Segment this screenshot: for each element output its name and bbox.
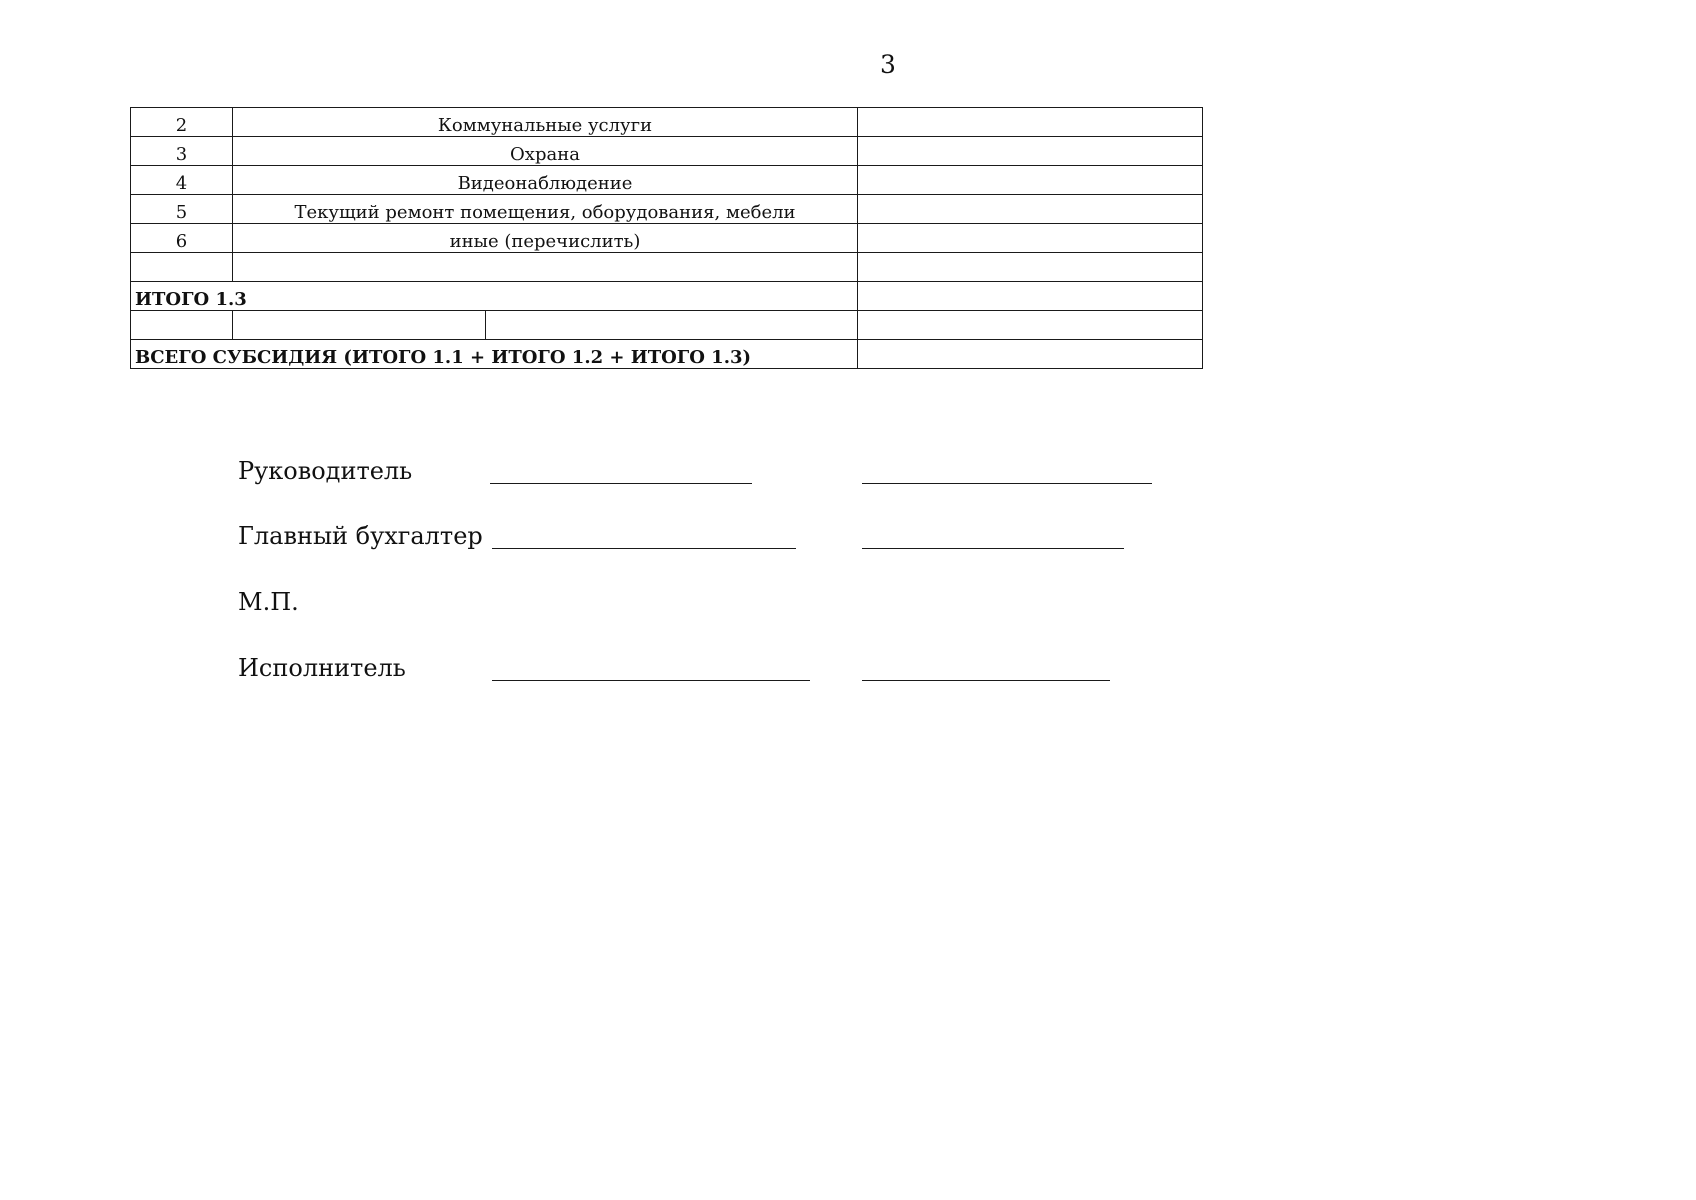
amount-cell[interactable] [858, 108, 1203, 137]
row-number: 6 [131, 224, 233, 253]
amount-cell[interactable] [858, 137, 1203, 166]
empty-cell[interactable] [486, 311, 858, 340]
page-number: 3 [880, 50, 896, 79]
table-row [131, 195, 1203, 224]
grand-total-label: ВСЕГО СУБСИДИЯ (ИТОГО 1.1 + ИТОГО 1.2 + ИТОГО 1.3) [131, 340, 858, 369]
expense-item-name: иные (перечислить) [233, 224, 858, 253]
head-signature-line[interactable] [490, 483, 752, 484]
stamp-row [0, 587, 1696, 627]
head-signature-row [0, 456, 1696, 496]
chief-accountant-label: Главный бухгалтер [238, 522, 483, 550]
stamp-label: М.П. [238, 588, 299, 616]
row-number[interactable] [131, 253, 233, 282]
amount-cell[interactable] [858, 253, 1203, 282]
subsidy-table [130, 107, 1203, 369]
chief-accountant-signature-row [0, 521, 1696, 561]
executor-name-line[interactable] [862, 680, 1110, 681]
expense-item-name: Коммунальные услуги [233, 108, 858, 137]
empty-cell[interactable] [131, 311, 233, 340]
row-number: 3 [131, 137, 233, 166]
empty-cell[interactable] [233, 311, 486, 340]
chief-accountant-signature-line[interactable] [492, 548, 796, 549]
row-number: 5 [131, 195, 233, 224]
table-row-empty [131, 253, 1203, 282]
amount-cell[interactable] [858, 195, 1203, 224]
total-1-3-label: ИТОГО 1.3 [131, 282, 858, 311]
head-label: Руководитель [238, 457, 413, 485]
amount-cell[interactable] [858, 166, 1203, 195]
total-1-3-row [131, 282, 1203, 311]
expense-item-name[interactable] [233, 253, 858, 282]
row-number: 4 [131, 166, 233, 195]
grand-total-row [131, 340, 1203, 369]
executor-signature-row [0, 653, 1696, 693]
table-row [131, 224, 1203, 253]
row-number: 2 [131, 108, 233, 137]
table-row-empty [131, 311, 1203, 340]
executor-signature-line[interactable] [492, 680, 810, 681]
amount-cell[interactable] [858, 224, 1203, 253]
table-row [131, 166, 1203, 195]
executor-label: Исполнитель [238, 654, 406, 682]
table-row [131, 137, 1203, 166]
expense-item-name: Текущий ремонт помещения, оборудования, мебели [233, 195, 858, 224]
head-name-line[interactable] [862, 483, 1152, 484]
empty-cell[interactable] [858, 311, 1203, 340]
chief-accountant-name-line[interactable] [862, 548, 1124, 549]
total-1-3-amount[interactable] [858, 282, 1203, 311]
table-row [131, 108, 1203, 137]
expense-item-name: Видеонаблюдение [233, 166, 858, 195]
expense-item-name: Охрана [233, 137, 858, 166]
grand-total-amount[interactable] [858, 340, 1203, 369]
